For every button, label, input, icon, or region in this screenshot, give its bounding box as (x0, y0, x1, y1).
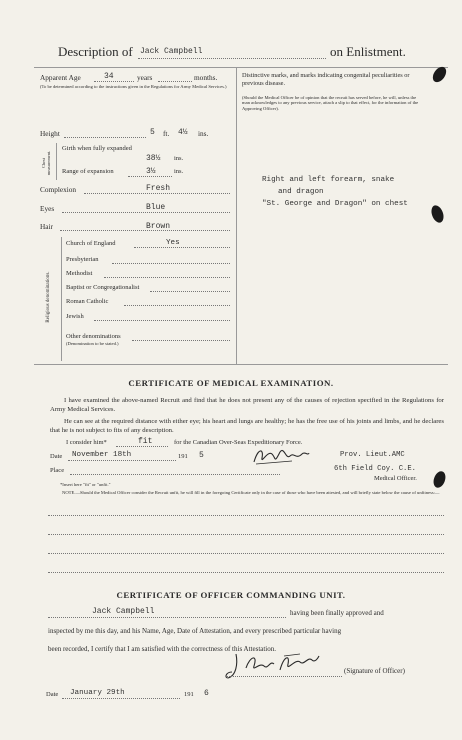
fit-value: fit (138, 437, 153, 446)
months-label: months. (194, 73, 218, 82)
distinctive-marks-line2: and dragon (278, 188, 324, 196)
medical-officer-signature (252, 444, 310, 468)
medical-date-value: November 18th (72, 451, 132, 459)
commanding-line1: having been finally approved and (290, 609, 384, 617)
place-label: Place (50, 467, 65, 474)
recruit-name: Jack Campbell (140, 47, 203, 56)
religion-item-value: Yes (166, 239, 180, 247)
form-title-prefix: Description of (58, 44, 133, 59)
height-inches: 4½ (178, 128, 188, 137)
unfit-note: NOTE.—Should the Medical Officer consider the Recruit unfit, he will fill in the foregoing Certificate only in the case of those who have been attested, and will briefly state below the cause of unfitness:— (62, 490, 440, 495)
apparent-age-note: (To be determined according to the instructions given in the Regulations for Army Medical Services.) (40, 84, 227, 89)
eyes-label: Eyes (40, 204, 55, 213)
girth-unit: ins. (174, 155, 184, 162)
medical-year-digit: 5 (199, 451, 204, 460)
signature-of-officer-label: (Signature of Officer) (344, 667, 405, 675)
commanding-line3: been recorded, I certify that I am satisfied with the correctness of this Attestation. (48, 645, 277, 653)
height-feet: 5 (150, 128, 155, 137)
chest-side-label: Chest measurement. (41, 150, 51, 176)
girth-value: 38½ (146, 154, 161, 163)
distinctive-marks-line1: Right and left forearm, snake (262, 176, 395, 184)
inches-label: ins. (198, 129, 209, 138)
apparent-age-label: Apparent Age (40, 73, 81, 82)
religion-item: Methodist (66, 270, 93, 277)
religion-item: Other denominations (66, 333, 121, 340)
hair-label: Hair (40, 222, 53, 231)
medical-year-prefix: 191 (178, 453, 188, 460)
commanding-officer-signature (224, 650, 320, 682)
distinctive-marks-line3: "St. George and Dragon" on chest (262, 200, 408, 208)
medical-certificate-title: CERTIFICATE OF MEDICAL EXAMINATION. (128, 378, 334, 388)
religion-side-label: Religious denominations. (46, 271, 51, 323)
commanding-year-digit: 6 (204, 689, 209, 698)
religion-item: Roman Catholic (66, 298, 109, 305)
religion-item: Baptist or Congregationalist (66, 284, 140, 291)
distinctive-marks-note: (Should the Medical Officer be of opinion that the recruit has served before, he will, unless the man acknowledges to any previous service, attach a slip to that effect, for the information of the Approving Officer). (242, 95, 419, 111)
commanding-certificate-title: CERTIFICATE OF OFFICER COMMANDING UNIT. (116, 590, 346, 600)
commanding-line2: inspected by me this day, and his Name, Age, Date of Attestation, and every prescribed particular having (48, 627, 342, 635)
medical-para2: He can see at the required distance with either eye; his heart and lungs are healthy; he has the free use of his joints and limbs, and he declares that he is not subject to fits of any description. (50, 418, 444, 434)
consider-prefix: I consider him* (66, 439, 107, 446)
form-title-suffix: on Enlistment. (330, 44, 406, 59)
medical-date-label: Date (50, 453, 63, 460)
medical-officer-label: Medical Officer. (374, 475, 417, 482)
commanding-date-value: January 29th (70, 689, 125, 697)
officer-unit: 6th Field Coy. C.E. (334, 465, 416, 473)
religion-item: Jewish (66, 313, 84, 320)
officer-rank: Prov. Lieut.AMC (340, 451, 405, 459)
hair-value: Brown (146, 222, 171, 231)
religion-item: Church of England (66, 240, 116, 247)
fit-footnote: *Insert here "fit" or "unfit." (60, 482, 111, 487)
height-label: Height (40, 129, 60, 138)
commanding-year-prefix: 191 (184, 691, 194, 698)
complexion-label: Complexion (40, 185, 77, 194)
distinctive-marks-label: Distinctive marks, and marks indicating congenital peculiarities or previous disease. (242, 72, 410, 87)
other-denomination-note: (Denomination to be stated.) (66, 341, 119, 346)
years-label: years (137, 73, 153, 82)
medical-para1: I have examined the above-named Recruit and find that he does not present any of the causes of rejection specified in the Regulations for Army Medical Services. (50, 397, 444, 413)
eyes-value: Blue (146, 203, 166, 212)
punch-hole-bottom (431, 470, 447, 490)
girth-label: Girth when fully expanded (62, 145, 132, 152)
punch-hole-middle (429, 204, 445, 225)
complexion-value: Fresh (146, 184, 171, 193)
range-unit: ins. (174, 168, 184, 175)
range-value: 3½ (146, 167, 156, 176)
apparent-age-years: 34 (104, 72, 114, 81)
range-label: Range of expansion (62, 168, 114, 175)
commanding-date-label: Date (46, 691, 59, 698)
consider-suffix: for the Canadian Over-Seas Expeditionary Force. (174, 439, 303, 446)
feet-label: ft. (163, 129, 170, 138)
religion-item: Presbyterian (66, 256, 99, 263)
commanding-recruit-name: Jack Campbell (92, 607, 155, 616)
